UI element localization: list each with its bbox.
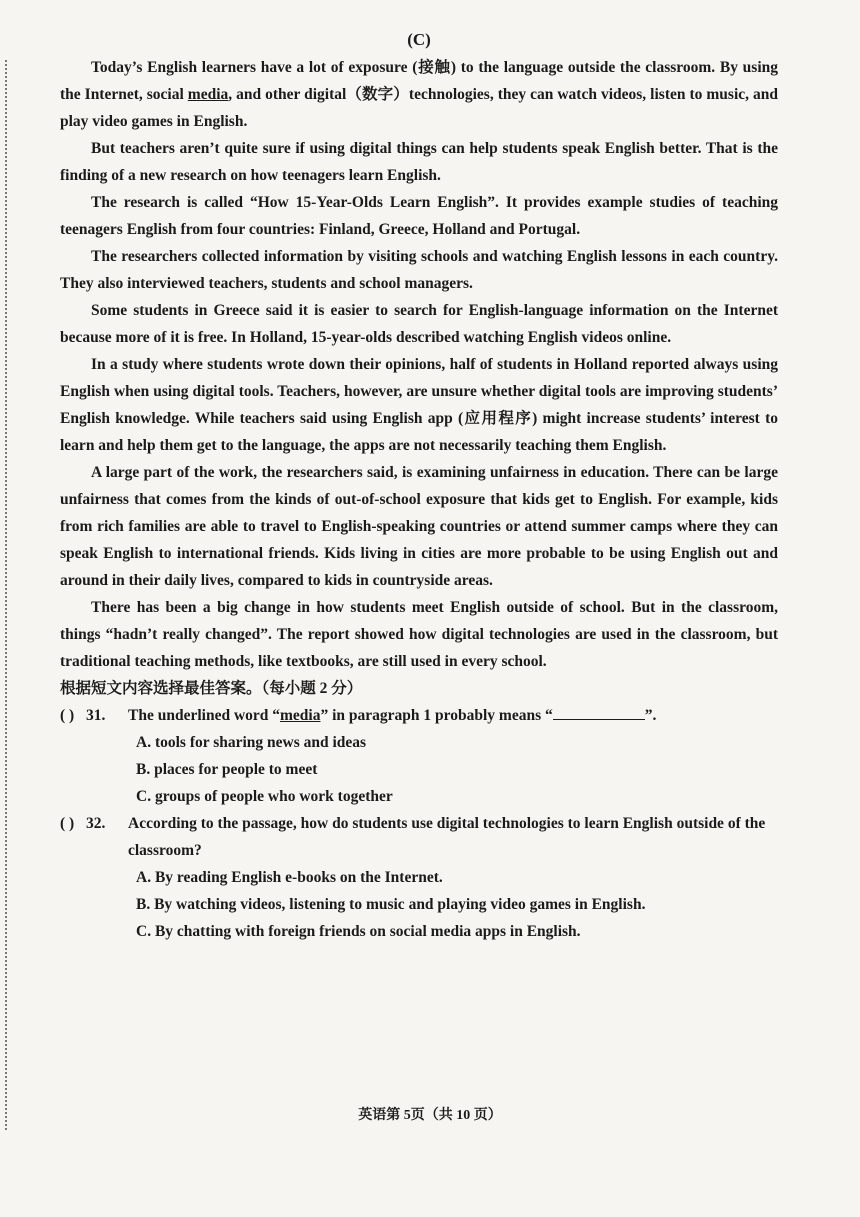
answer-bracket-31[interactable]: ( ) <box>60 707 75 724</box>
paragraph-7: A large part of the work, the researchers said, is examining unfairness in education. There can be large unfairness that comes from the kinds of out-of-school exposure that kids get to English. For example, kids from rich families are able to travel to English-speaking countries or attend summer camps where they can speak English to international friends. Kids living in cities are more probable to be using English out and around in their daily lives, compared to kids in countryside areas. <box>60 464 778 589</box>
paragraph-5: Some students in Greece said it is easier to search for English-language information on the Internet because more of it is free. In Holland, 15-year-olds described watching English videos online. <box>60 302 778 346</box>
paragraph-1: Today’s English learners have a lot of exposure (接触) to the language outside the classroom. By using the Internet, social media, and other digital（数字）technologies, they can watch videos, listen to music, and play video games in English. <box>60 59 778 130</box>
exam-page <box>60 30 778 945</box>
question-number: 32. <box>86 815 106 832</box>
option-32-b[interactable]: B. By watching videos, listening to music and playing video games in English. <box>136 896 646 913</box>
option-31-b[interactable]: B. places for people to meet <box>136 761 318 778</box>
section-title: (C) <box>407 30 431 49</box>
question-stem: The underlined word “media” in paragraph 1 probably means “ ”. <box>128 702 778 729</box>
question-32 <box>60 810 778 864</box>
option-32-a[interactable]: A. By reading English e-books on the Internet. <box>136 869 443 886</box>
paragraph-4: The researchers collected information by visiting schools and watching English lessons in each country. They also interviewed teachers, students and school managers. <box>60 248 778 292</box>
option-31-c[interactable]: C. groups of people who work together <box>136 788 393 805</box>
paragraph-6: In a study where students wrote down their opinions, half of students in Holland reported always using English when using digital tools. Teachers, however, are unsure whether digital tools are improving students’ English knowledge. While teachers said using English app (应用程序) might increase students’ interest to learn and help them get to the language, the apps are not necessarily teaching them English. <box>60 356 778 454</box>
paragraph-2: But teachers aren’t quite sure if using digital things can help students speak English better. That is the finding of a new research on how teenagers learn English. <box>60 140 778 184</box>
question-number: 31. <box>86 707 106 724</box>
instruction: 根据短文内容选择最佳答案。（每小题 2 分） <box>60 680 363 697</box>
answer-blank[interactable] <box>553 703 645 720</box>
paragraph-8: There has been a big change in how students meet English outside of school. But in the classroom, things “hadn’t really changed”. The report showed how digital technologies are used in the classroom, but traditional teaching methods, like textbooks, are still used in every school. <box>60 599 778 670</box>
binding-margin <box>5 60 7 1130</box>
paragraph-3: The research is called “How 15-Year-Olds Learn English”. It provides example studies of teaching teenagers English from four countries: Finland, Greece, Holland and Portugal. <box>60 194 778 238</box>
option-32-c[interactable]: C. By chatting with foreign friends on social media apps in English. <box>136 923 581 940</box>
page-footer: 英语第 5页（共 10 页） <box>358 1108 502 1123</box>
underlined-word-media: media <box>187 86 229 103</box>
answer-bracket-32[interactable]: ( ) <box>60 815 75 832</box>
question-31 <box>60 702 778 729</box>
option-31-a[interactable]: A. tools for sharing news and ideas <box>136 734 367 751</box>
question-stem: According to the passage, how do students use digital technologies to learn English outside of the classroom? <box>128 815 766 859</box>
